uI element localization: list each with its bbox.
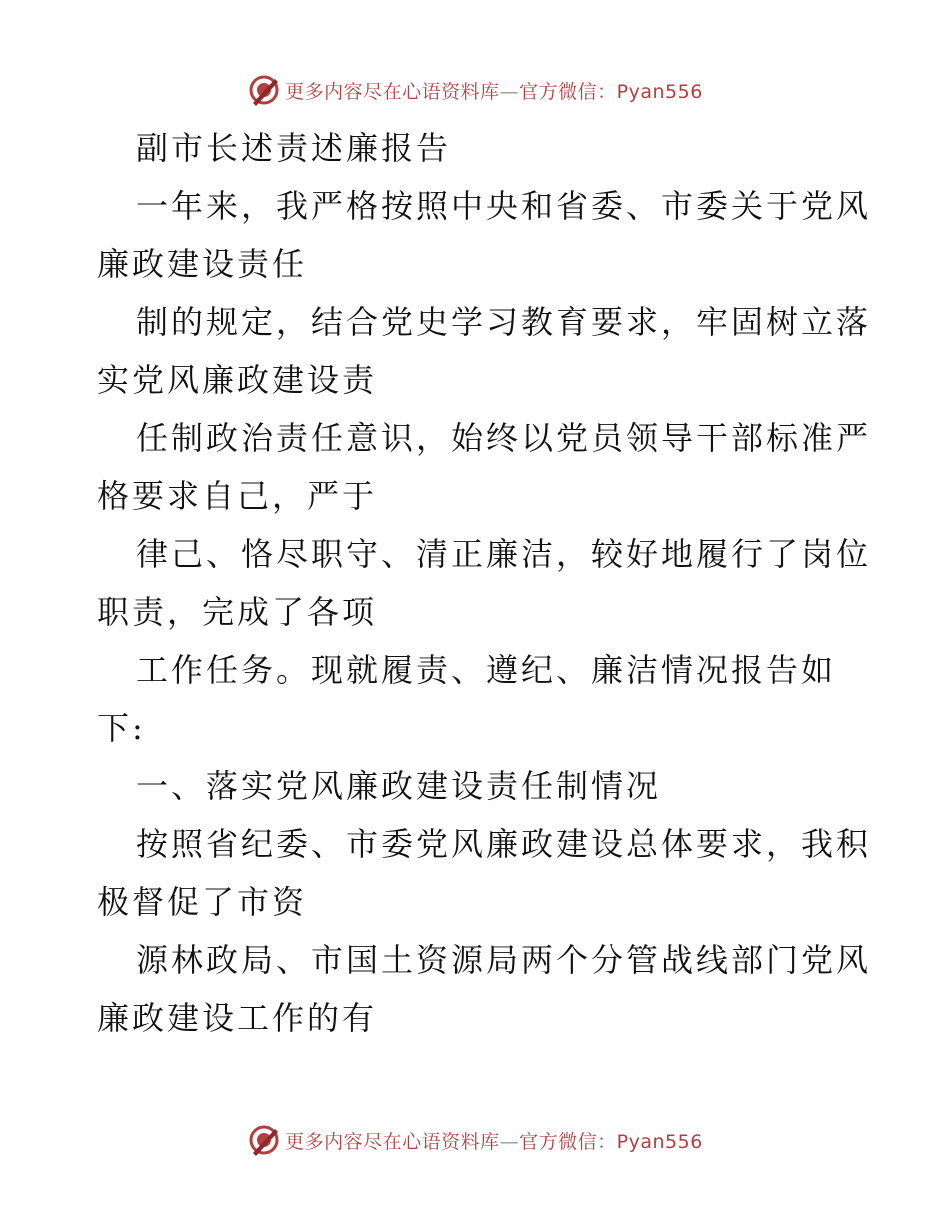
paragraph-line: 一年来，我严格按照中央和省委、市委关于党风 — [136, 187, 872, 225]
paragraph-line: 下: — [97, 709, 146, 747]
header-banner-wechat: 官方微信：Pyan556 — [519, 80, 703, 103]
header-banner-text — [285, 77, 703, 104]
header-banner-main: 更多内容尽在心语资料库 — [285, 80, 500, 103]
paragraph-line: 廉政建设工作的有 — [97, 999, 378, 1037]
paragraph-line: 工作任务。现就履责、遵纪、廉洁情况报告如 — [136, 651, 837, 689]
paragraph-line: 格要求自己，严于 — [97, 477, 378, 515]
paragraph-line: 制的规定，结合党史学习教育要求，牢固树立落 — [136, 303, 872, 341]
footer-banner-main: 更多内容尽在心语资料库 — [285, 1130, 500, 1153]
paragraph-line: 廉政建设责任 — [97, 245, 308, 283]
footer-banner-separator: — — [499, 1130, 520, 1153]
paragraph-line: 按照省纪委、市委党风廉政建设总体要求，我积 — [136, 825, 872, 863]
paragraph-line: 极督促了市资 — [97, 883, 308, 921]
paragraph-line: 职责，完成了各项 — [97, 593, 378, 631]
footer-banner — [0, 1120, 950, 1160]
pen-logo-icon — [247, 73, 281, 107]
pen-logo-icon — [247, 1123, 281, 1157]
paragraph-line: 律己、恪尽职守、清正廉洁，较好地履行了岗位 — [136, 535, 872, 573]
paragraph-line: 任制政治责任意识，始终以党员领导干部标准严 — [136, 419, 872, 457]
paragraph-line: 实党风廉政建设责 — [97, 361, 378, 399]
footer-banner-wechat: 官方微信：Pyan556 — [519, 1130, 703, 1153]
section-heading: 一、落实党风廉政建设责任制情况 — [136, 767, 662, 805]
document-title: 副市长述责述廉报告 — [136, 129, 452, 167]
paragraph-line: 源林政局、市国土资源局两个分管战线部门党风 — [136, 941, 872, 979]
header-banner — [0, 70, 950, 110]
footer-banner-text — [285, 1127, 703, 1154]
header-banner-separator: — — [499, 80, 520, 103]
